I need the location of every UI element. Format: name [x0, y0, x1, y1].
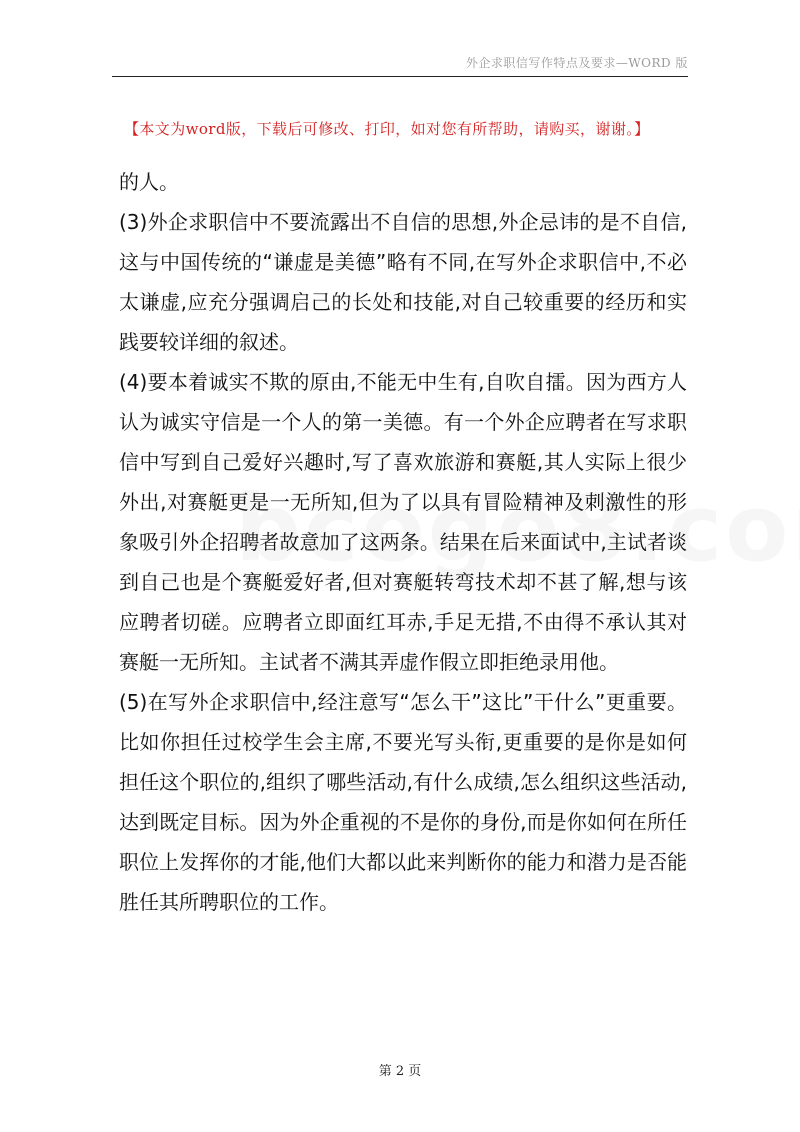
download-notice: 【本文为word版，下载后可修改、打印，如对您有所帮助，请购买，谢谢。】: [124, 120, 650, 138]
header-rule: [112, 76, 688, 77]
paragraph-point-4: (4)要本着诚实不欺的原由,不能无中生有,自吹自擂。因为西方人认为诚实守信是一个人的第一美德。有一个外企应聘者在写求职信中写到自己爱好兴趣时,写了喜欢旅游和赛艇,其人实际上很少外出,对赛艇更是一无所知,但为了以具有冒险精神及刺激性的形象吸引外企招聘者故意加了这两条。结果在后来面试中,主试者谈到自己也是个赛艇爱好者,但对赛艇转弯技术却不甚了解,想与该应聘者切磋。应聘者立即面红耳赤,手足无措,不由得不承认其对赛艇一无所知。主试者不满其弄虚作假立即拒绝录用他。: [119, 370, 687, 674]
running-header: 外企求职信写作特点及要求—WORD 版: [465, 56, 688, 70]
paragraph-point-5: (5)在写外企求职信中,经注意写“怎么干”这比”干什么”更重要。比如你担任过校学生会主席,不要光写头衔,更重要的是你是如何担任这个职位的,组织了哪些活动,有什么成绩,怎么组织这些活动,达到既定目标。因为外企重视的不是你的身份,而是你如何在所任职位上发挥你的才能,他们大都以此来判断你的能力和潜力是否能胜任其所聘职位的工作。: [119, 690, 687, 914]
paragraph-point-3: (3)外企求职信中不要流露出不自信的思想,外企忌讳的是不自信,这与中国传统的“谦虚是美德”略有不同,在写外企求职信中,不必太谦虚,应充分强调启己的长处和技能,对自己较重要的经历和实践要较详细的叙述。: [119, 210, 687, 354]
page-number: 第 2 页: [378, 1064, 422, 1079]
paragraph-continuation: 的人。: [119, 170, 179, 194]
document-body: [119, 162, 687, 922]
